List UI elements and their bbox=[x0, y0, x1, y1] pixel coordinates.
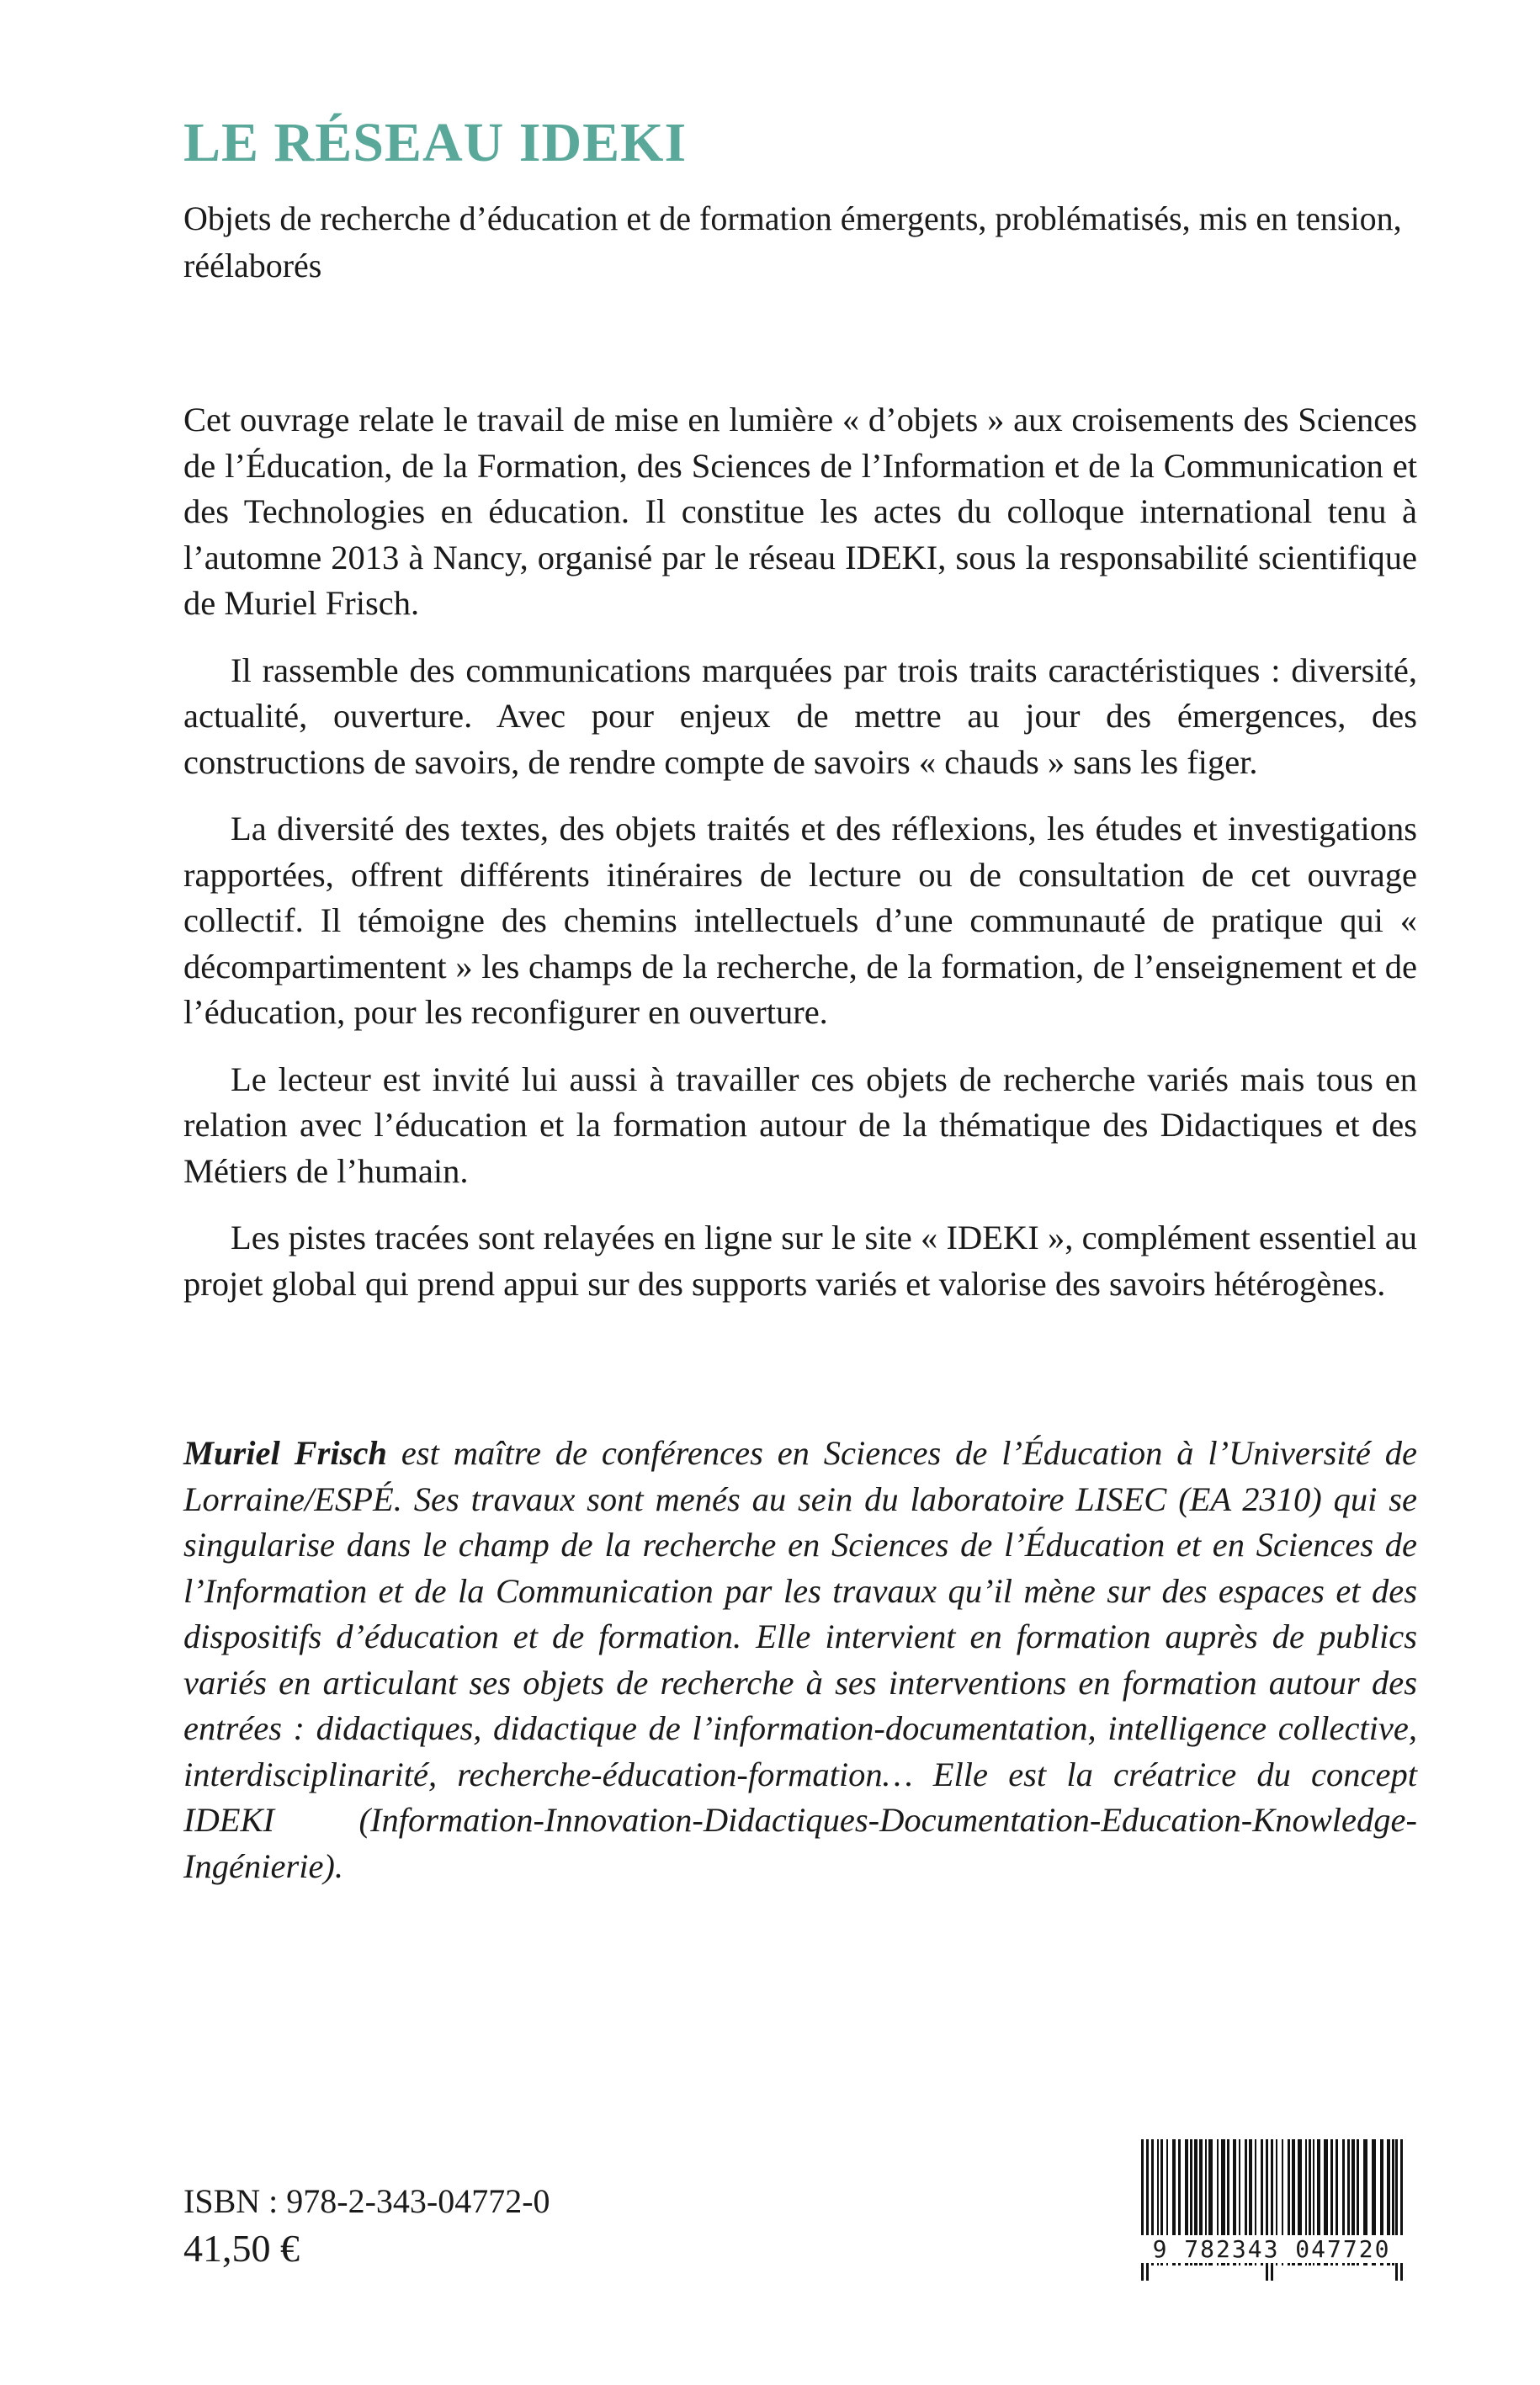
book-subtitle: Objets de recherche d’éducation et de formation émergents, problématisés, mis en tension, réélaborés bbox=[183, 199, 1402, 284]
summary-text bbox=[183, 397, 1417, 1328]
price-label: 41,50 € bbox=[183, 2227, 300, 2270]
summary-paragraph: Le lecteur est invité lui aussi à travailler ces objets de recherche variés mais tous en relation avec l’éducation et la formation autour de la thématique des Didactiques et des Métiers de l’humain. bbox=[183, 1060, 1417, 1190]
barcode-digits: 9 782343 047720 bbox=[1138, 2235, 1405, 2263]
summary-paragraph: Cet ouvrage relate le travail de mise en lumière « d’objets » aux croisements des Sciences de l’Éducation, de la Formation, des Sciences de l’Information et de la Communication et des Technologies en éducation. Il constitue les actes du colloque international tenu à l’automne 2013 à Nancy, organisé par le réseau IDEKI, sous la responsabilité scientifique de Muriel Frisch. bbox=[183, 401, 1417, 622]
isbn-label: ISBN : 978-2-343-04772-0 bbox=[183, 2182, 550, 2220]
author-name: Muriel Frisch bbox=[183, 1434, 387, 1472]
summary-paragraph: Les pistes tracées sont relayées en ligne sur le site « IDEKI », complément essentiel au projet global qui prend appui sur des supports variés et valorise des savoirs hétérogènes. bbox=[183, 1219, 1417, 1303]
book-title: LE RÉSEAU IDEKI bbox=[183, 112, 688, 173]
barcode-bars bbox=[1138, 2139, 1405, 2287]
author-bio bbox=[183, 1431, 1417, 1889]
summary-paragraph: La diversité des textes, des objets traités et des réflexions, les études et investigations rapportées, offrent différents itinéraires de lecture ou de consultation de cet ouvrage collectif. Il témoigne des chemins intellectuels d’une communauté de pratique qui « décompartimentent » les champs de la recherche, de la formation, de l’enseignement et de l’éducation, pour les reconfigurer en ouverture. bbox=[183, 810, 1417, 1031]
summary-paragraph: Il rassemble des communications marquées par trois traits caractéristiques : diversité, actualité, ouverture. Avec pour enjeux de mettre au jour des émergences, des constructions de savoirs, de rendre compte de savoirs « chauds » sans les figer. bbox=[183, 651, 1417, 781]
author-bio-text: est maître de conférences en Sciences de l’Éducation à l’Université de Lorraine/ESPÉ. Ses travaux sont menés au sein du laboratoire LISEC (EA 2310) qui se singularise dans le champ de la recherche en Sciences de l’Éducation et en Sciences de l’Information et de la Communication par les travaux qu’il mène sur des espaces et des dispositifs d’éducation et de formation. Elle intervient en formation auprès de publics variés en articulant ses objets de recherche à ses interventions en formation autour des entrées : didactiques, didactique de l’information-documentation, intelligence collective, interdisciplinarité, recherche-éducation-formation… Elle est la créatrice du concept IDEKI (Information-Innovation-Didactiques-Documentation-Education-Knowledge-Ingénierie). bbox=[183, 1434, 1417, 1885]
barcode bbox=[1138, 2139, 1405, 2287]
